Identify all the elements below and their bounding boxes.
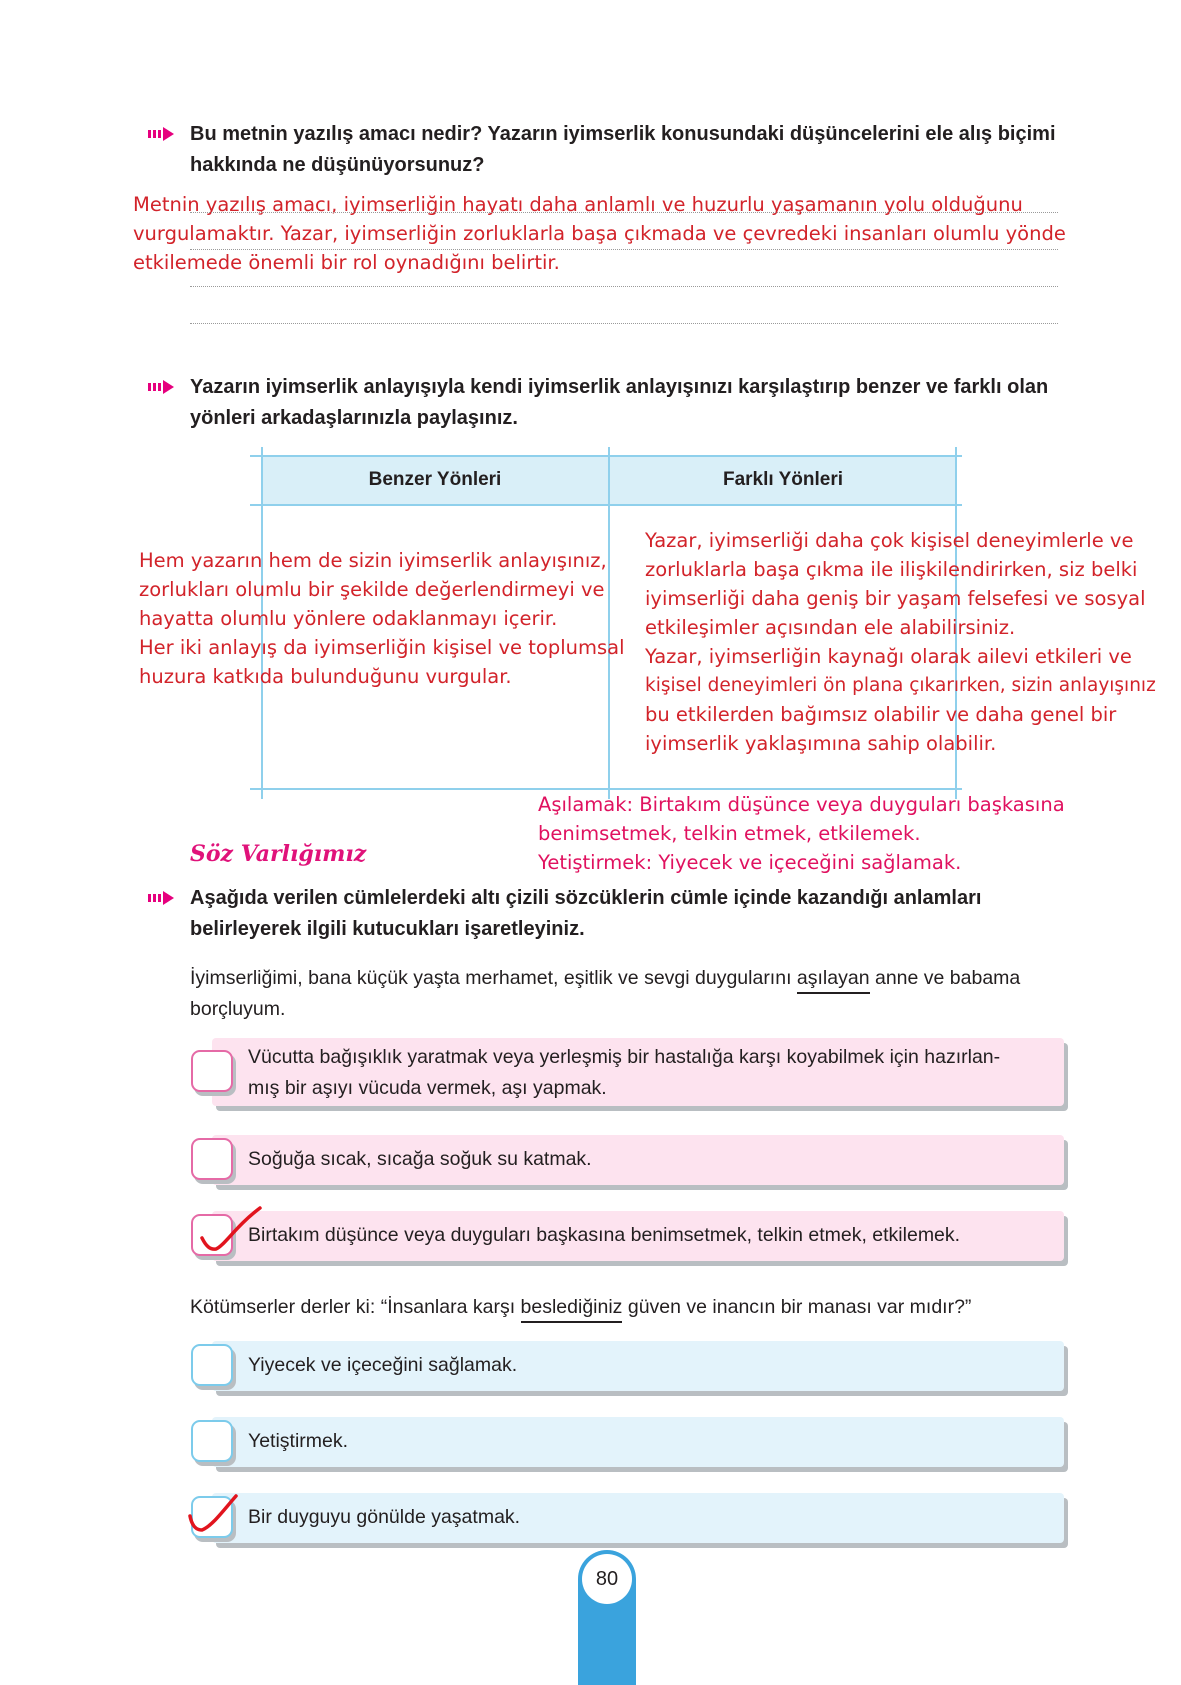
checkmark-icon xyxy=(196,1202,266,1258)
bullet-arrow-icon xyxy=(148,380,174,394)
different-answer-line-7: bu etkilerden bağımsız olabilir ve daha genel bir xyxy=(645,703,1117,726)
answer-1-line-2: vurgulamaktır. Yazar, iyimserliğin zorluklarla başa çıkmada ve çevredeki insanları olumlu yönde xyxy=(133,222,1066,245)
different-answer-line-2: zorluklarla başa çıkma ile ilişkilendirirken, siz belki xyxy=(645,558,1138,581)
checkbox-option-2b[interactable] xyxy=(191,1420,233,1462)
sentence-1 xyxy=(190,963,1070,1025)
checkbox-option-2a[interactable] xyxy=(191,1344,233,1386)
similar-answer-line-2: zorlukları olumlu bir şekilde değerlendirmeyi ve xyxy=(139,578,605,601)
sentence-1-after: anne ve babama xyxy=(869,967,1021,989)
option-1b[interactable] xyxy=(212,1135,1064,1185)
checkbox-option-1a[interactable] xyxy=(191,1050,233,1092)
option-2c-text: Bir duyguyu gönülde yaşatmak. xyxy=(248,1506,521,1528)
different-answer-line-6: kişisel deneyimleri ön plana çıkarırken, sizin anlayışınız xyxy=(645,675,1156,696)
page-number: 80 xyxy=(582,1554,632,1604)
different-answer-line-8: iyimserlik yaklaşımına sahip olabilir. xyxy=(645,732,997,755)
different-answer-line-5: Yazar, iyimserliğin kaynağı olarak ailevi etkileri ve xyxy=(645,645,1132,668)
question-3-text: Aşağıda verilen cümlelerdeki altı çizili sözcüklerin cümle içinde kazandığı anlamları belirleyerek ilgili kutucukları işaretleyiniz. xyxy=(190,887,982,940)
sentence-1-line-2: borçluyum. xyxy=(190,998,286,1020)
bullet-arrow-icon xyxy=(148,127,174,141)
different-answer-line-1: Yazar, iyimserliği daha çok kişisel deneyimlerle ve xyxy=(645,529,1134,552)
table-header-different: Farklı Yönleri xyxy=(610,457,956,505)
sentence-1-before: İyimserliğimi, bana küçük yaşta merhamet, eşitlik ve sevgi duygularını xyxy=(190,967,797,989)
similar-answer-line-3: hayatta olumlu yönlere odaklanmayı içerir. xyxy=(139,607,558,630)
section-title: Söz Varlığımız xyxy=(190,841,367,867)
option-1c[interactable] xyxy=(212,1211,1064,1261)
table-border xyxy=(608,447,610,799)
table-header-similar: Benzer Yönleri xyxy=(262,457,608,505)
underlined-word-asilayan: aşılayan xyxy=(797,964,870,994)
option-1a[interactable] xyxy=(212,1038,1064,1106)
question-2-text: Yazarın iyimserlik anlayışıyla kendi iyimserlik anlayışınızı karşılaştırıp benzer ve farklı olan yönleri arkadaşlarınızla paylaşınız. xyxy=(190,376,1049,429)
different-answer-line-3: iyimserliği daha geniş bir yaşam felsefesi ve sosyal xyxy=(645,587,1146,610)
option-2c[interactable] xyxy=(212,1493,1064,1543)
option-1b-text: Soğuğa sıcak, sıcağa soğuk su katmak. xyxy=(248,1148,592,1170)
margin-note-line-1: Aşılamak: Birtakım düşünce veya duyguları başkasına xyxy=(538,793,1065,816)
question-1-text: Bu metnin yazılış amacı nedir? Yazarın iyimserlik konusundaki düşüncelerini ele alış biçimi hakkında ne düşünüyorsunuz? xyxy=(190,123,1056,176)
margin-note-line-2: benimsetmek, telkin etmek, etkilemek. xyxy=(538,822,921,845)
option-2a[interactable] xyxy=(212,1341,1064,1391)
writing-line xyxy=(190,323,1058,324)
sentence-2-after: güven ve inancın bir manası var mıdır?” xyxy=(622,1296,972,1318)
writing-line xyxy=(190,286,1058,287)
sentence-2-before: Kötümserler derler ki: “İnsanlara karşı xyxy=(190,1296,521,1318)
similar-answer-line-1: Hem yazarın hem de sizin iyimserlik anlayışınız, xyxy=(139,549,607,572)
table-border xyxy=(250,455,962,457)
different-answer-line-4: etkileşimler açısından ele alabilirsiniz. xyxy=(645,616,1016,639)
table-border xyxy=(250,504,962,506)
option-2b[interactable] xyxy=(212,1417,1064,1467)
writing-line xyxy=(190,249,1058,250)
option-1c-text: Birtakım düşünce veya duyguları başkasına benimsetmek, telkin etmek, etkilemek. xyxy=(248,1224,961,1246)
option-1a-text: Vücutta bağışıklık yaratmak veya yerleşmiş bir hastalığa karşı koyabilmek için hazırlan- mış bir aşıyı vücuda vermek, aşı yapmak. xyxy=(248,1046,1001,1099)
margin-note-line-3: Yetiştirmek: Yiyecek ve içeceğini sağlamak. xyxy=(538,851,962,874)
checkmark-icon xyxy=(184,1492,244,1542)
option-2a-text: Yiyecek ve içeceğini sağlamak. xyxy=(248,1354,518,1376)
option-2b-text: Yetiştirmek. xyxy=(248,1430,349,1452)
checkbox-option-1b[interactable] xyxy=(191,1138,233,1180)
answer-1-line-3: etkilemede önemli bir rol oynadığını belirtir. xyxy=(133,251,560,274)
answer-1-line-1: Metnin yazılış amacı, iyimserliğin hayatı daha anlamlı ve huzurlu yaşamanın yolu olduğunu xyxy=(133,193,1023,216)
similar-answer-line-5: huzura katkıda bulunduğunu vurgular. xyxy=(139,665,512,688)
underlined-word-beslediginiz: beslediğiniz xyxy=(521,1293,623,1323)
similar-answer-line-4: Her iki anlayış da iyimserliğin kişisel ve toplumsal xyxy=(139,636,625,659)
sentence-2 xyxy=(190,1292,1070,1323)
bullet-arrow-icon xyxy=(148,891,174,905)
writing-line xyxy=(190,212,1058,213)
